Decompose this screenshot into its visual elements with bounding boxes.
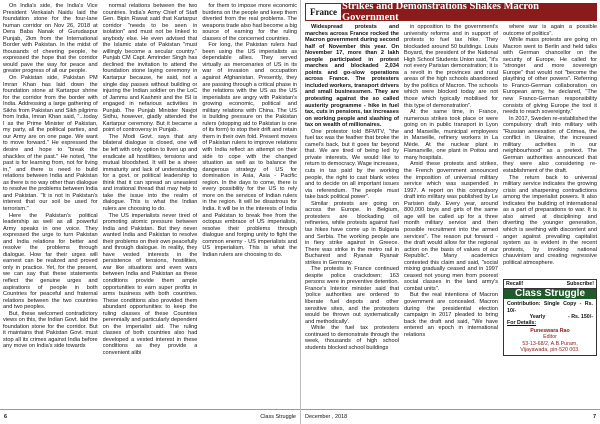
- right-page: [300, 0, 600, 424]
- section-tag: France: [305, 3, 342, 21]
- paragraph: On Pakistan side, Pakistan PM Imran Khan has laid down the foundation stone at Kartarpur shrine for the corridor from the border with India. Addressing a large gathering of Sikhs from Pakistan and Sikh pilgrims from India, Imran Khan said, "...today I as the Prime Minister of Pakistan, my party, all the political parties, and our Army are on one page. We want to move forward." He expressed the desire and hope to "break the shackles of the past." He noted, "the past is for learning from, not for living in," and there is need to build relations between India and Pakistan as there is no way other than dialogue to resolve the problems between India and Pakistan. "It is not in Pakistan's interest that our soil be used for terrorism.": [3, 75, 98, 212]
- right-column-3: [503, 24, 597, 406]
- paragraph: Here the Pakistan's political leadership as well as all powerful Army speaks in one voice. They expressed the urge to turn Pakistan and India relations for better and resolve the problems through dialogue. How far their urges will earnest can be realized and proved only in practice. Yet, for the present, we can say that these statements reflect the genuine urges and aspirations of people in both Countries for peaceful and fraternal relations between the two countries and two peoples.: [3, 212, 98, 311]
- paragraph: While the fuel tax protesters continued to demonstrate through the week, thousands of high school students blocked school buildings: [305, 325, 399, 351]
- paragraph: One protestor told BFMTV, "the fuel tax was the feather that broke the camel's back, but it goes far beyond that. We are tired of being led by private interests. We would like to return to democracy. Wage increases, cuts in tax paid by the working people, the right to cast blank votes and to decide on all important issues via referendum. The people must take back political power".: [305, 128, 399, 201]
- for-details-label: For Details:: [507, 320, 537, 327]
- paragraph: Similar protests are going on across the Europe. In Belgium, protesters are blockading oil refineries, while protests against fuel tax hikes have come up in Bulgaria and Serbia. The working people are in fiery strike against in Greece. There was strike in the metro rail in Bucharest and Ryanair Ryanair strikes in Germany.: [305, 200, 399, 266]
- right-column-2: [404, 24, 498, 406]
- subscription-title: Class Struggle: [504, 289, 596, 299]
- contribution-line: Contribution: Single Copy - Rs. 10/-: [507, 301, 593, 314]
- left-footer: [0, 409, 300, 424]
- paragraph: where war is again a possible outcome of politics".: [503, 24, 597, 37]
- left-column-1: [3, 3, 98, 404]
- address-line-1: 53-13-68/2, A.B.Puram,: [522, 340, 578, 347]
- page-number: 6: [4, 414, 8, 420]
- recall-label: Recall!: [506, 281, 524, 287]
- paragraph: But, these welcomed contradictory views on this, the Indian Govt. laid the foundation stone for the corridor. But it maintains that Pakistan Govt. must stop all its crimes against India before any move on India's side towards: [3, 310, 98, 350]
- publication-name: Class Struggle: [260, 414, 296, 420]
- subscription-box: [503, 279, 597, 356]
- issue-date: December , 2018: [305, 414, 348, 420]
- editor-role: Editor: [543, 334, 557, 341]
- paragraph: While mass protests are going on Macron went to Berlin and held talks with German chancellor on the security of Europe. He called for "stronger and more sovereign Europe" that would not "become the plaything of other powers". Referring to Franco-German collaboration on European army, he declared, "The new Franco-German responsibility consists of giving Europe the tool it needs to reach sovereignty.": [503, 37, 597, 116]
- paragraph: for them to impose more economic burdens on the people and keep them diverted from the real problems. The weapons trade also had become a big source of earning for the ruling classes of the concerned countries.: [202, 3, 297, 42]
- paragraph: normal relations between the two countries. India's Army Chief of Staff Gen. Bipin Rawat said that Kartarpur corridor "needs to be seen in isolation" and must not be linked to anybody else. He even advised that the Islamic state of Pakistan "must willingly become a secular country." Punjab CM Capt. Amrinder Singh has declined the invitation to attend the foundation stone laying ceremony in Kartarpur because, he said, not a single day passes without building or injuring the Indian soldier on the LoC of Jammu and Kashmir and the ISI is engaged in nefarious activities in Punjab. The Punjab Minister Navjot Sidhu, however, gladly attended the Kartarpur ceremony. But it became a point of controversy in Punjab.: [102, 3, 198, 134]
- left-column-3: [202, 3, 297, 404]
- address-line-2: Vijayawada, pin-520 003.: [520, 346, 580, 353]
- editor-name: Puneswara Rao: [530, 328, 570, 335]
- paragraph: For long, the Pakistan rulers had been using the US imperialists as dependable allies. They served virtually as mercenaries of US in its war of invasion and occupation against Afghanistan. Presently, they are passing through a critical phase in the relations with the US as the US imperialists are angry with Pakistan's growing economic, political and military relations with China. The US is building pressure on the Pakistan rulers (stopping aid to Pakistan is one of its form) to stop their drift and retain them in their own fold. Present moves of Pakistan rulers to improve relations with India reflect an attempt on their side to cope with the changed situation as well as to balance the dangerous strategy of US for domination in Asia, Asia - Pacific region. In the days to come, there is every possibility for the US to rely more on the services of Indian rulers in the region. It will be disastrous for India. It will be in the interests of India and Pakistan to break free from the octopus embrace of US imperialists, resolve their problems through dialogue and forging unity to fight the common enemy - US imperialists and US imperialism. This is what the Indian rulers are choosing to do.: [202, 42, 297, 258]
- paragraph: in opposition to the government's university reforms and in support of protests to fuel tax hike. They blockaded around 50 buildings. Louis Boyard, the president of the National High School Students Union said, "it's not every Parisian demonstration; it is a revolt in the provinces and rural areas of the high schools abandoned by the politics of Macron. The schools which were blocked today are not those which typically mobilised for this type of demonstration".: [404, 24, 498, 109]
- left-column-2: [103, 3, 198, 404]
- article-header: [305, 3, 597, 21]
- yearly-value: - Rs. 150/-: [567, 313, 593, 320]
- paragraph: On India's side, the India's Vice President Venkaiah Naidu laid the foundation stone for the four-lane human corridor on Nov 26, 2018 at Dera Baba Nanak of Gurudaspur Punjab, 2km from the International Border with Pakistan. In the midst of thousands of cheering people, he expressed the hope that the corridor would pave the way for peace and greater progress of all our people.: [3, 3, 98, 75]
- lead-paragraph: Widespread protests and marches across France rocked the Macron government during second half of November this year. On November 17, more than 2 lakh people participated in protest marches and blockaded 2,034 points and go-slow operations across France. The protesters included workers, transport drivers and small businessmen. They are protesting against the so called austerity programme - hike in fuel tax, cuts in pensions, tax increases on working people and slashing of tax on wealth of millionaires.: [305, 24, 399, 129]
- page-number: 7: [592, 414, 596, 420]
- paragraph: Amid these protests and strikes, the French government announced the imposition of universal military service which was suspended in 1997. A report on this compulsory draft into military was published by Le Parisien daily. Every year, around 800,000 boys and girls of the same age will be called up for a three month military service and then possible recruitment into the armed services". The reason put forward - the draft would allow for the regional action on the basis of values of our Republic". Many academics contested this claim and said, "social mixing gradually ceased and in 1997 ceased not young men from poorest social classes in the land army's combat units".: [404, 161, 498, 292]
- right-footer: [301, 409, 600, 424]
- paragraph: At the same time, in France, numerous strikes took place or were going on in public transport in Lyon and Marseille, municipal employees in Marseille, refinery workers in La Mède. At the nuclear plant in Flamanville, one plant in Poitou and many hospitals.: [404, 109, 498, 161]
- yearly-label: Yearly: [529, 313, 546, 320]
- paragraph: The Modi Govt. says that any bilateral dialogue is closed, one will be left with only option to liven up and eradicate all hostilities, tensions and mutual bloodshed. It will be a sheer immaturity and lack of understanding for a govt. or political leadership to think that it can spread an uneasiest and irrational thread that may help to take the issue into the realm of dialogue. This is what the Indian rulers are choosing to do.: [102, 133, 198, 212]
- paragraph: The protests in France continued despite police crackdown; 163 persons were in preventive detention. France's Interior minister said that 'police authorities are ordered to liberate fuel depots and other sensitive sites, and the protesters would be thrown out systematically and methodically'.: [305, 266, 399, 325]
- right-column-1: [305, 24, 399, 406]
- paragraph: In 2017, Sweden re-established the compulsory draft into military with "Russian annexation of Crimea, the conflict in Ukraine, the increased military activities in our neighbourhood" as a pretext. The German authorities announced that they were also considering re-establishment of the draft.: [503, 115, 597, 175]
- paragraph: But the real intentions of Macron government are concealed. Macron during the presidential election campaign in 2017 pleaded to bring back the draft and said, "We have entered an epoch in international relations: [404, 292, 498, 338]
- paragraph: The return back to universal military service indicates the growing crisis and sharpening contradictions among the imperialist powers. It also indicates the building of international as a part of preparations to war. It is also aimed at disciplining and diverting the younger generation, which is seething with discontent and anger against prevailing capitalist system as is evident in the recent protests, by invoking national chauvinism and creating regressive political atmosphere.: [503, 174, 597, 266]
- subscribe-label: Subscribe!: [566, 281, 594, 287]
- paragraph: The US imperialists never tired of promoting atomic pressure between India and Pakistan. But they never wanted India and Pakistan to resolve their problems on their own peacefully and through dialogue. In reality, they have vested interests in the persistence of tensions, hostilities, war like situations and even wars between India and Pakistan as these conditions provide them ample opportunities to earn super profits in arms business with both countries. These conditions also provided them abundant opportunities to keep the ruling classes of these Countries perennially and particularly dependent on the imperialist aid. The ruling classes of both countries also had developed a vested interest in these conditions as they provide a convenient alibi: [102, 212, 198, 356]
- headline: Strikes and Demonstrations Shakes Macron Government: [342, 3, 597, 21]
